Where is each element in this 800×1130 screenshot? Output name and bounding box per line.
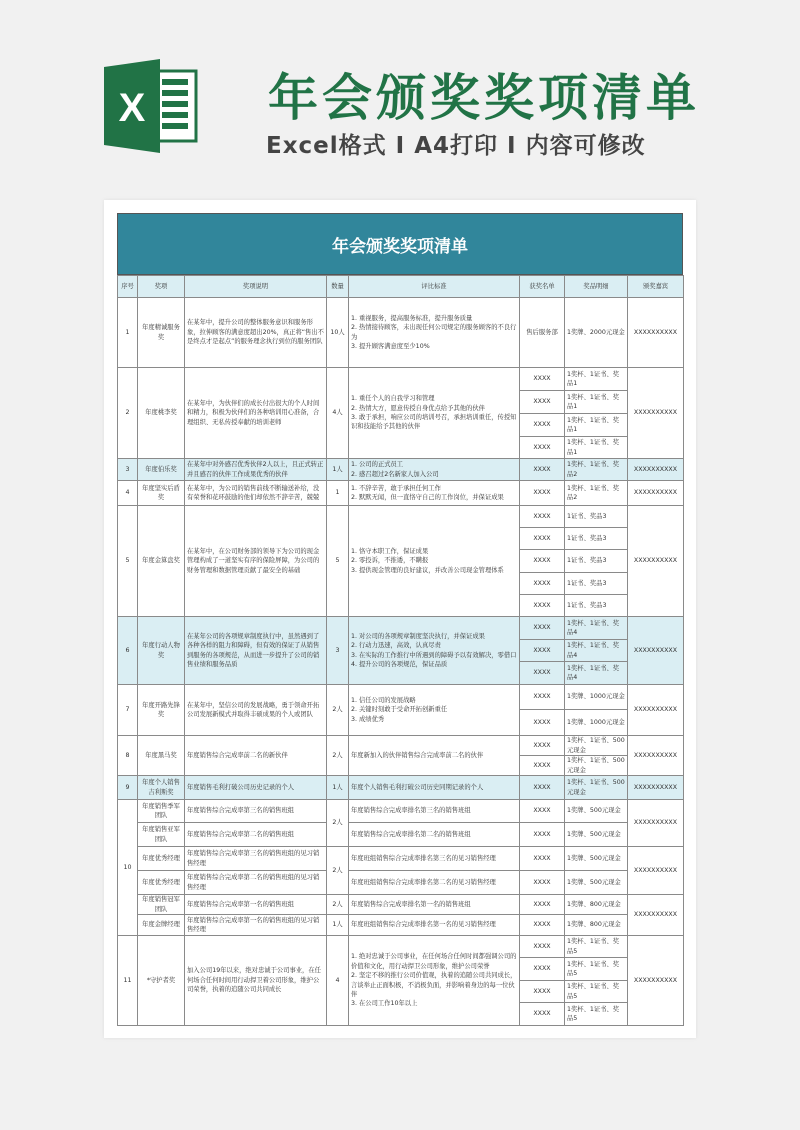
winner-name: XXXX [520, 685, 565, 710]
column-header: 奖项说明 [185, 276, 327, 298]
page-title: 年会颁奖奖项清单 [268, 69, 700, 127]
award-guest: XXXXXXXXXX [628, 936, 684, 1026]
award-guest: XXXXXXXXXX [628, 895, 684, 936]
award-quantity: 2人 [327, 736, 349, 776]
award-guest: XXXXXXXXXX [628, 459, 684, 481]
award-criteria [349, 459, 520, 481]
winner-name: XXXX [520, 391, 565, 414]
winner-name: XXXX [520, 414, 565, 437]
criteria-line: 2. 热情大方，愿意传授自身优点给予其他的伙伴 [351, 404, 485, 412]
prize-detail: 1奖杯、1证书、奖品5 [565, 981, 628, 1003]
award-description: 在某年中对外感召优秀伙伴2人以上，且正式转正并且感召的伙伴工作成果优秀的伙伴 [185, 459, 327, 481]
prize-detail: 1奖牌、800元现金 [565, 915, 628, 936]
award-name: 年度金牌经理 [138, 915, 185, 936]
award-description: 加入公司19年以来，绝对忠诚于公司事业，在任何场合任何时间用行动捍卫着公司形象，维护公司荣誉，执着的追随公司共同成长 [185, 936, 327, 1026]
criteria-line: 3. 成绩优秀 [351, 715, 385, 723]
award-quantity: 1人 [327, 459, 349, 481]
prize-detail: 1奖牌、1000元现金 [565, 710, 628, 736]
award-quantity: 2人 [327, 685, 349, 736]
award-name: 年度黑马奖 [138, 736, 185, 776]
prize-detail: 1奖杯、1证书、奖品1 [565, 437, 628, 459]
prize-detail: 1奖杯、1证书、奖品4 [565, 617, 628, 640]
criteria-line: 1. 重视服务，提高服务标准，提升服务质量 [351, 314, 473, 322]
prize-detail: 1奖杯、1证书、500元现金 [565, 756, 628, 776]
award-no: 6 [118, 617, 138, 685]
award-name: 年度优秀经理 [138, 847, 185, 871]
award-quantity: 4 [327, 936, 349, 1026]
criteria-line: 年度新加入的伙伴销售综合完成率前二名的伙伴 [351, 751, 484, 759]
column-header: 颁奖嘉宾 [628, 276, 684, 298]
criteria-line: 2. 坚定不移的推行公司价值观，执着的追随公司共同成长，言谈举止正面积极，不消极负面，并影响着身边的每一位伙伴 [351, 972, 517, 998]
table-row [118, 936, 684, 958]
winner-name: XXXX [520, 871, 565, 895]
award-no: 9 [118, 776, 138, 800]
criteria-line: 1. 重任个人的自我学习和管理 [351, 395, 435, 403]
prize-detail: 1奖杯、1证书、奖品1 [565, 414, 628, 437]
criteria-line: 1. 不辞辛苦，敢于承担任何工作 [351, 484, 441, 492]
award-no: 2 [118, 368, 138, 459]
table-row [118, 459, 684, 481]
winner-name: XXXX [520, 823, 565, 847]
prize-detail: 1奖杯、1证书、奖品5 [565, 958, 628, 981]
criteria-line: 1. 信任公司的发展战略 [351, 696, 416, 704]
table-row [118, 776, 684, 800]
svg-text:X: X [118, 86, 146, 130]
award-no: 1 [118, 298, 138, 368]
award-name: 年度行动人物奖 [138, 617, 185, 685]
award-quantity: 1 [327, 481, 349, 506]
criteria-line: 3. 敢于承担，响应公司的培训号召，承担培训重任，传授知识和技能给予其他的伙伴 [351, 414, 517, 431]
award-no: 11 [118, 936, 138, 1026]
award-description: 在某年中，在公司财务部的领导下为公司的现金管理构成了一道坚实有序的保险屏障，为公司的财务管理和数据管理贡献了最安全的基础 [185, 506, 327, 617]
prize-detail: 1奖牌、800元现金 [565, 895, 628, 915]
award-criteria: 年度销售综合完成率排名第一名的销售班组 [349, 895, 520, 915]
award-no: 3 [118, 459, 138, 481]
winner-name: XXXX [520, 437, 565, 459]
award-quantity: 5 [327, 506, 349, 617]
prize-detail: 1奖杯、1证书、500元现金 [565, 736, 628, 756]
criteria-line: 2. 行动力迅速，高效，认真尽责 [351, 642, 441, 650]
column-header: 奖品明细 [565, 276, 628, 298]
award-description: 年度销售综合完成率第一名的销售班组 [185, 895, 327, 915]
winner-name: XXXX [520, 573, 565, 595]
award-table [117, 275, 684, 1026]
award-guest: XXXXXXXXXX [628, 617, 684, 685]
table-row [118, 685, 684, 710]
page-subtitle: Excel格式 Ⅰ A4打印 Ⅰ 内容可修改 [266, 133, 646, 159]
award-quantity: 2人 [327, 847, 349, 895]
award-quantity: 4人 [327, 368, 349, 459]
criteria-line: 4. 提升公司的各项规范，保证品质 [351, 660, 448, 668]
criteria-line: 3. 提升顾客满意度至少10% [351, 342, 430, 350]
award-description: 年度销售毛利打破公司历史记录的个人 [185, 776, 327, 800]
award-quantity: 2人 [327, 895, 349, 915]
winner-name: XXXX [520, 1003, 565, 1026]
column-header: 评比标准 [349, 276, 520, 298]
table-row [118, 298, 684, 368]
prize-detail: 1奖杯、1证书、奖品5 [565, 936, 628, 958]
prize-detail: 1奖杯、1证书、奖品5 [565, 1003, 628, 1026]
award-guest: XXXXXXXXXX [628, 506, 684, 617]
winner-name: 售后服务部 [520, 298, 565, 368]
award-name: 年度桃李奖 [138, 368, 185, 459]
criteria-line: 3. 提供现金管理的良好建议，并改善公司现金管理体系 [351, 566, 504, 574]
award-criteria: 年度销售综合完成率排名第二名的销售班组 [349, 823, 520, 847]
award-name: 年度销售冠军团队 [138, 895, 185, 915]
table-row [118, 915, 684, 936]
award-name: 年度开路先锋奖 [138, 685, 185, 736]
table-row [118, 506, 684, 528]
award-criteria [349, 685, 520, 736]
winner-name: XXXX [520, 506, 565, 528]
winner-name: XXXX [520, 550, 565, 573]
award-name: *守护者奖 [138, 936, 185, 1026]
winner-name: XXXX [520, 595, 565, 617]
award-criteria [349, 368, 520, 459]
excel-logo-icon [102, 57, 200, 155]
prize-detail: 1奖杯、1证书、500元现金 [565, 776, 628, 800]
award-criteria: 年度销售综合完成率排名第三名的销售班组 [349, 800, 520, 823]
criteria-line: 2. 关键时刻敢于受命开拓创新重任 [351, 706, 448, 714]
winner-name: XXXX [520, 958, 565, 981]
award-guest: XXXXXXXXXX [628, 685, 684, 736]
table-row [118, 823, 684, 847]
prize-detail: 1证书、奖品3 [565, 528, 628, 550]
award-description: 在某年中，为公司的销售前线不断输送补给，没有荣誉和花环鼓励的他们却依然不辞辛苦，兢兢 [185, 481, 327, 506]
winner-name: XXXX [520, 368, 565, 391]
table-row [118, 368, 684, 391]
criteria-line: 1. 公司的正式员工 [351, 461, 404, 469]
award-description: 年度销售综合完成率第三名的销售班组的见习销售经理 [185, 847, 327, 871]
award-no: 7 [118, 685, 138, 736]
award-description: 年度销售综合完成率第三名的销售班组 [185, 800, 327, 823]
award-criteria [349, 298, 520, 368]
award-criteria [349, 776, 520, 800]
award-description: 在某年公司的各项规章制度执行中，虽然遇到了各种各样的阻力和障碍，但有效的保证了从销售到服务的各项规范，从而进一步提升了公司的销售业绩和服务品质 [185, 617, 327, 685]
winner-name: XXXX [520, 528, 565, 550]
prize-detail: 1奖牌、500元现金 [565, 847, 628, 871]
winner-name: XXXX [520, 915, 565, 936]
prize-detail: 1证书、奖品3 [565, 595, 628, 617]
award-description: 在某年中，坚信公司的发展战略，勇于领命开拓公司发展新模式并取得丰硕成果的个人或团队 [185, 685, 327, 736]
award-description: 在某年中，提升公司的整体服务意识和服务形象，拉伸顾客的满意度超出20%，真正将“售出不是终点才是起点”的服务理念执行到位的服务团队 [185, 298, 327, 368]
winner-name: XXXX [520, 640, 565, 662]
award-sheet [117, 213, 683, 1026]
prize-detail: 1证书、奖品3 [565, 550, 628, 573]
criteria-line: 3. 在实际的工作推行中所遇到的障碍予以有效解决，零借口 [351, 651, 517, 659]
award-criteria [349, 481, 520, 506]
table-row [118, 847, 684, 871]
award-criteria: 年度班组销售综合完成率排名第一名的见习销售经理 [349, 915, 520, 936]
winner-name: XXXX [520, 895, 565, 915]
table-row [118, 617, 684, 640]
winner-name: XXXX [520, 710, 565, 736]
table-row [118, 871, 684, 895]
award-criteria: 年度班组销售综合完成率排名第三名的见习销售经理 [349, 847, 520, 871]
criteria-line: 2. 热情接待顾客，未出现任何公司规定的服务顾客的不良行为 [351, 324, 517, 341]
winner-name: XXXX [520, 481, 565, 506]
award-name: 年度金算盘奖 [138, 506, 185, 617]
award-name: 年度精诚服务奖 [138, 298, 185, 368]
column-header: 数量 [327, 276, 349, 298]
award-no: 10 [118, 800, 138, 936]
award-description: 年度销售综合完成率第一名的销售班组的见习销售经理 [185, 915, 327, 936]
award-description: 在某年中，为伙伴们的成长付出很大的个人时间和精力，积极为伙伴们的各种培训用心准备，合理组织、无私传授奉献的培训老师 [185, 368, 327, 459]
criteria-line: 2. 默默无闻，但一直恪守自己的工作岗位，并保证成果 [351, 494, 504, 501]
winner-name: XXXX [520, 847, 565, 871]
award-criteria [349, 506, 520, 617]
award-guest: XXXXXXXXXX [628, 847, 684, 895]
winner-name: XXXX [520, 981, 565, 1003]
prize-detail: 1奖杯、1证书、奖品1 [565, 391, 628, 414]
award-no: 4 [118, 481, 138, 506]
criteria-line: 1. 恪守本职工作，保证成果 [351, 547, 429, 555]
prize-detail: 1奖杯、1证书、奖品2 [565, 459, 628, 481]
award-guest: XXXXXXXXXX [628, 368, 684, 459]
column-header: 序号 [118, 276, 138, 298]
award-quantity: 3 [327, 617, 349, 685]
award-quantity: 2人 [327, 800, 349, 847]
award-name: 年度伯乐奖 [138, 459, 185, 481]
prize-detail: 1证书、奖品3 [565, 506, 628, 528]
table-row [118, 736, 684, 756]
award-description: 年度销售综合完成率第二名的销售班组的见习销售经理 [185, 871, 327, 895]
column-header: 奖项 [138, 276, 185, 298]
winner-name: XXXX [520, 617, 565, 640]
criteria-line: 2. 感召超过2名新家人加入公司 [351, 470, 439, 478]
sheet-title: 年会颁奖奖项清单 [117, 213, 683, 275]
award-name: 年度坚实后盾奖 [138, 481, 185, 506]
award-name: 年度销售亚军团队 [138, 823, 185, 847]
criteria-line: 年度个人销售毛利打破公司历史同期记录的个人 [351, 783, 484, 791]
prize-detail: 1奖牌、500元现金 [565, 871, 628, 895]
prize-detail: 1奖牌、500元现金 [565, 800, 628, 823]
award-quantity: 10人 [327, 298, 349, 368]
prize-detail: 1奖杯、1证书、奖品4 [565, 662, 628, 685]
award-criteria: 年度班组销售综合完成率排名第二名的见习销售经理 [349, 871, 520, 895]
award-guest: XXXXXXXXXX [628, 776, 684, 800]
winner-name: XXXX [520, 756, 565, 776]
award-quantity: 1人 [327, 776, 349, 800]
award-guest: XXXXXXXXXX [628, 298, 684, 368]
winner-name: XXXX [520, 459, 565, 481]
award-description: 年度销售综合完成率前二名的新伙伴 [185, 736, 327, 776]
award-name: 年度优秀经理 [138, 871, 185, 895]
winner-name: XXXX [520, 736, 565, 756]
winner-name: XXXX [520, 776, 565, 800]
award-guest: XXXXXXXXXX [628, 481, 684, 506]
prize-detail: 1奖牌、1000元现金 [565, 685, 628, 710]
award-no: 5 [118, 506, 138, 617]
winner-name: XXXX [520, 800, 565, 823]
award-guest: XXXXXXXXXX [628, 736, 684, 776]
criteria-line: 3. 在公司工作10年以上 [351, 1000, 418, 1008]
award-name: 年度个人销售吉利斯奖 [138, 776, 185, 800]
criteria-line: 1. 绝对忠诚于公司事业，在任何场合任何时间都强调公司的价值和文化，用行动捍卫公司形象，维护公司荣誉 [351, 953, 517, 970]
winner-name: XXXX [520, 936, 565, 958]
table-row [118, 895, 684, 915]
award-criteria [349, 617, 520, 685]
winner-name: XXXX [520, 662, 565, 685]
table-row [118, 481, 684, 506]
prize-detail: 1证书、奖品3 [565, 573, 628, 595]
award-description: 年度销售综合完成率第二名的销售班组 [185, 823, 327, 847]
criteria-line: 2. 零投诉，不推诿，不瞒报 [351, 557, 429, 565]
award-criteria [349, 736, 520, 776]
prize-detail: 1奖杯、1证书、奖品4 [565, 640, 628, 662]
prize-detail: 1奖杯、1证书、奖品2 [565, 481, 628, 506]
table-row [118, 800, 684, 823]
criteria-line: 1. 对公司的各项规章制度坚决执行，并保证成果 [351, 632, 485, 640]
award-quantity: 1人 [327, 915, 349, 936]
prize-detail: 1奖牌、500元现金 [565, 823, 628, 847]
prize-detail: 1奖杯、1证书、奖品1 [565, 368, 628, 391]
award-name: 年度销售季军团队 [138, 800, 185, 823]
column-header: 获奖名单 [520, 276, 565, 298]
prize-detail: 1奖牌、2000元现金 [565, 298, 628, 368]
award-criteria [349, 936, 520, 1026]
award-no: 8 [118, 736, 138, 776]
award-guest: XXXXXXXXXX [628, 800, 684, 847]
